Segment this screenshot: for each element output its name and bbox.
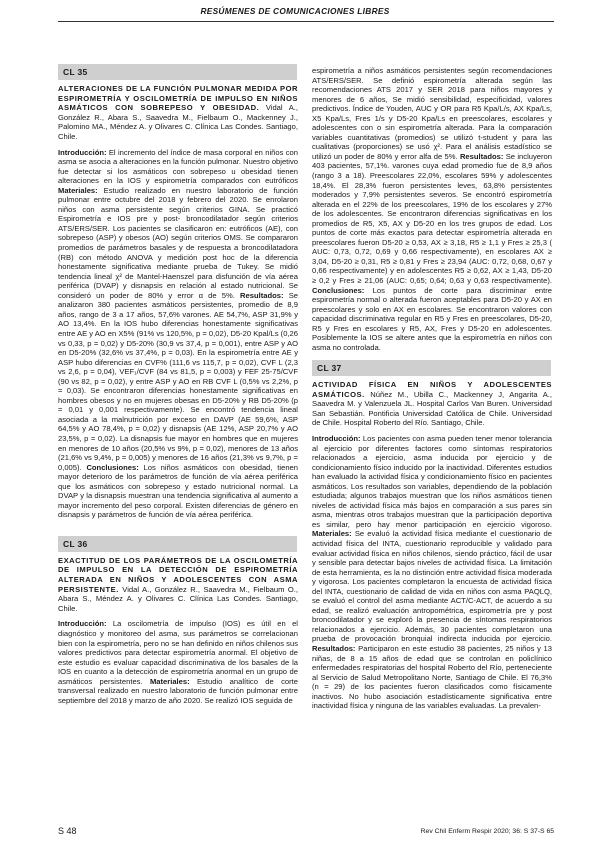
section-label: Introducción: <box>58 619 107 629</box>
abstract-code-badge: CL 35 <box>58 64 297 80</box>
abstract-authors: Vidal A., González R., Saavedra M., Fielbaum O., Abara S., Méndez A. y Olivares C. Clínica Las Condes. Santiago, Chile. <box>58 584 298 613</box>
abstract-cl35 <box>58 62 298 520</box>
section-label: Materiales: <box>149 676 190 686</box>
abstract-heading <box>58 556 298 614</box>
abstract-heading <box>58 84 298 142</box>
abstract-code-badge: CL 36 <box>58 536 297 552</box>
section-label: Introducción: <box>312 433 361 443</box>
abstract-authors: Vidal A., González R., Abara S., Saavedra M., Fielbaum O., Mackenney J., Palomino MA., Méndez A. y Olivares C. Clínica Las Condes. Santiago, Chile. <box>58 103 298 141</box>
abstract-body: Introducción: La oscilometría de impulso (IOS) es útil en el diagnóstico y monitoreo del asma, sus parámetros se correlacionan bien con la espirometría, pero no se han definido en niños chilenos sus valores predictivos para detectar espirometría anormal. El objetivo de este estudio es evaluar capacidad discriminativa de los basales de la IOS en cuanto a la detección de espirometría anormal en un grupo de asmáticos persistentes. Materiales: Estudio analítico de corte transversal realizado en nuestro laboratorio de función pulmonar entre septiembre del 2018 y marzo de año 2020. Se realizó IOS seguida de <box>58 619 298 705</box>
header-rule <box>58 21 554 22</box>
journal-citation: Rev Chil Enferm Respir 2020; 36: S 37-S 65 <box>420 828 554 835</box>
section-label: Introducción: <box>58 147 107 157</box>
abstract-code-badge: CL 37 <box>312 360 551 376</box>
page-number: S 48 <box>58 826 77 836</box>
abstract-cl36 <box>58 534 298 708</box>
section-label: Resultados: <box>459 151 504 161</box>
section-label: Materiales: <box>312 529 352 539</box>
abstract-heading <box>312 380 552 428</box>
abstract-title: ALTERACIONES DE LA FUNCIÓN PULMONAR MEDIDA POR ESPIROMETRÍA Y OSCILOMETRÍA DE IMPULSO EN NIÑOS ASMÁTICOS CON SOBREPESO Y OBESIDAD. <box>58 84 298 113</box>
section-label: Conclusiones: <box>86 462 139 472</box>
left-column <box>58 62 298 717</box>
section-label: Resultados: <box>312 644 356 653</box>
abstract-authors: Núñez M., Ubilla C., Mackenney J, Angarita A., Saavedra M. y Valenzuela JL. Hospital Carlos Van Buren. Universidad San Sebastián. Pontificia Universidad Católica de Chile. Universidad de Chile. Hospital Roberto del Río. Santiago, Chile. <box>312 389 552 428</box>
abstract-title: ACTIVIDAD FÍSICA EN NIÑOS Y ADOLESCENTES ASMÁTICOS. <box>312 380 552 399</box>
section-label: Resultados: <box>240 290 284 300</box>
abstract-cl37 <box>312 358 552 838</box>
abstract-body: Introducción: El incremento del índice de masa corporal en niños con asma se asocia a alteraciones en la función pulmonar. Nuestro objetivo fue detectar si los asmáticos con sobrepeso u obesidad tienen alteraciones en la IOS y espirometría comparados con eutróficos Materiales: Estudio realizado en nuestro laboratorio de función pulmonar entre octubre del 2018 y febrero del 2020. Se enrolaron niños con asma persistente según criterios GINA. Se practicó Espirometría e IOS pre y post- broncodilatador según criterios ATS/ERS/SER. Los pacientes se clasificaron en: eutróficos (AE), con sobrepeso (ASP) y obesos (AO) según criterios OMS. Se compararon promedios de parámetros basales y de respuesta a broncodilatadora (RB) con método ANOVA y medición post hoc de la diferencia honestamente significativa mediante prueba de Tukey. Se midió tendencia lineal χ² de Mantel-Haenszel para disfunción de vía aérea periférica (DVAP) y disnapsis en relación al estado nutricional. Se consideró un poder de 80% y error α de 5%. Resultados: Se analizaron 380 pacientes asmáticos persistentes, promedio de 8,9 años, rango de 3 a 17 años, 57,6% varones. AE 54,7%, ASP 31,9% y AO 13,4%. En la IOS hubo diferencias honestamente significativas entre AE y AO en X5% (91% vs 120,5%, p = 0,02), D5-20 Kpal/Ls (0,26 vs 0,33, p = 0,02) y D5-20% (30,9 vs 37,4, p = 0,001), entre ASP y AO en D5-20% (32,6% vs 37,4%, p = 0,03). En la espirometría entre AE y ASP hubo diferencias en CVF% (111,6 vs 115,7, p = 0,02), CVF L (2,3 vs 2,6, p = 0,04), VEF₁/CVF (84 vs 81,5, p = 0,003) y FEF 25-75/CVF (90 vs 82, p = 0,02), y entre ASP y AO en RB CVF L (0,5% vs 2,2%, p = 0,03). Se encontraron diferencias honestamente significativas en hombres obesos y no en mujeres obesas en D5-20% y RB D5-20% (p = 0,01 y 0,001 respectivamente). Se encontró tendencia lineal asociada a la malnutrición por exceso en DAVP (AE 59,6%, ASP 64,5% y AO 78,4%, p = 0,02) y disnapsis (AE 12%, ASP 20,7% y AO 23,5%, p = 0,02). La disnapsis fue mayor en hombres que en mujeres en menores de 10 años (20,5% vs 9%, p = 0,02), menores de 13 años (21,6% vs 9,4%, p = 0,005) y menores de 16 años (21,3% vs 9,7%, p = 0,005). Conclusiones: Los niños asmáticos con obesidad, tienen mayor deterioro de los parámetros de función de vía aérea periférica que los asmáticos con sobrepeso y estado nutricional normal. La DVAP y la disnapsis muestran una tendencia significativa al aumento a mayor incremento del peso corporal. Existen diferencias de género en disnapsis y parámetros de función de vía aérea periférica. <box>58 147 298 520</box>
right-column <box>312 66 552 848</box>
section-label: Materiales: <box>58 185 98 195</box>
abstract-body: Introducción: Los pacientes con asma pueden tener menor tolerancia al ejercicio por diferentes factores como síntomas respiratorios relacionados a ejercicio, asma inducida por ejercicio y de condicionamiento físico inducido por la inactividad. Diferentes estudios han evaluado la actividad física y condicionamiento físico en pacientes asmáticos. Los resultados son variables, dependiendo de la población estudiada; algunos trabajos muestran que los niños asmáticos tienen niveles de actividad física más bajos en comparación a sus pares sin asma, mientras otros trabajos muestran que la participación deportiva es similar, pero hay menor participación en ejercicio vigoroso. Materiales: Se evaluó la actividad física mediante el cuestionario de actividad física del INTA, cuestionario reproducible y validado para evaluar actividad física en niños chilenos, siendo práctico, fácil de usar y sensible para detectar bajos niveles de actividad física. La limitación de esta herramienta, es la no distinción entre actividad física moderada y vigorosa. Los pacientes completaron la encuesta de actividad física del INTA, cuestionario de calidad de vida en niños con asma PAQLQ, se evaluó el control del asma mediante ACT/C-ACT, de acuerdo a su edad, se realizó evaluación antropométrica, espirometría pre y post broncodilatador y se exploró la presencia de síntomas respiratorios relacionados a ejercicio. Además, 30 pacientes completaron una prueba de provocación bronquial indirecta inducida por ejercicio. Resultados: Participaron en este estudio 38 pacientes, 25 niños y 13 niñas, de 8 a 15 años de edad que se controlan en policlínico enfermedades respiratorias del hospital Roberto del Río, perteneciente al Servicio de Salud Metropolitano Norte, Santiago de Chile. El 76,3% (n = 29) de los pacientes fueron clasificados como físicamente inactivos. No hubo asociación estadísticamente significativa entre inactividad física y ninguna de las variables evaluadas. La prevalen- <box>312 433 552 711</box>
abstract-title: EXACTITUD DE LOS PARÁMETROS DE LA OSCILOMETRÍA DE IMPULSO EN LA DETECCIÓN DE ESPIROMETRÍA ALTERADA EN NIÑOS Y ADOLESCENTES CON ASMA PERSISTENTE. <box>58 555 298 594</box>
abstract-body-continued: espirometría a niños asmáticos persistentes según recomendaciones ATS/ERS/SER. Se definió espirometría alterada según las recomendaciones ATS 2017 y SER 2018 para niños mayores y menores de 6 años, Se midió sensibilidad, especificidad, valores predictivos. Índice de Youden, AUC y OR para R5 Kpa/L/s, AX Kpa/Ls, X5 Kpa/Ls, Fres 1/s y D5-20 Kpa/Ls en preescolares, escolares y adolescentes con o sin espirometría alterada. Para la comparación variables cuantitativas (promedios) se utilizó t-student y para las cualitativas (proporciones) se usó χ². Para el análisis estadístico se utilizó un poder de 80% y error alfa de 5%. Resultados: Se incluyeron 403 pacientes, 57,1%. varones cuya edad promedio fue de 8,9 años (rango 3 a 18). Preescolares 22,0%, escolares 59% y adolescentes 18,4%. El 28,3% fueron persistentes leves, 63,8% persistentes moderados y 7,9% persistentes severos. Se encontró espirometría alterada en el 22% de los preescolares, 19% de los escolares y 27% de los adolescentes. Se encontraron diferencias significativas en los promedios de R5, X5, AX y D5-20 en los tres grupos de edad. Los puntos de corte más exactos para detectar espirometría alterada en preescolares fueron D5-20 ≥ 0,53, AX ≥ 3,18, R5 ≥ 1,1 y Fres ≥ 25,3 ( AUC: 0,73, 0,72, 0,69 y 0,66 respectivamente), en escolares AX ≥ 3,04, D5-20 ≥ 0,31, R5 ≥ 0,81 y Fres ≥ 23,94 (AUC: 0,72, 0,68, 0,67 y 0,66 respectivamente) y en adolescentes R5 ≥ 0,62, AX ≥ 1,43, D5-20 ≥ 0,2 y Fres ≥ 21,06 (AUC: 0,65; 0,64; 0,63 y 0,63 respectivamente). Conclusiones: Los puntos de corte para discriminar entre espirometría normal o alterada fueron aceptables para D5-20 y AX en preescolares y solo en AX en escolares. Se encontraron valores con capacidad discriminativa regular en R5 y Fres en preescolares, D5-20, R5 y Fres en escolares y R5, AX, Fres y D5-20 en adolescentes. Posiblemente la IOS se altere antes que la espirometría en niños con asma no controlada. <box>312 66 552 352</box>
section-label: Conclusiones: <box>312 285 365 295</box>
running-head: RESÚMENES DE COMUNICACIONES LIBRES <box>200 6 390 16</box>
